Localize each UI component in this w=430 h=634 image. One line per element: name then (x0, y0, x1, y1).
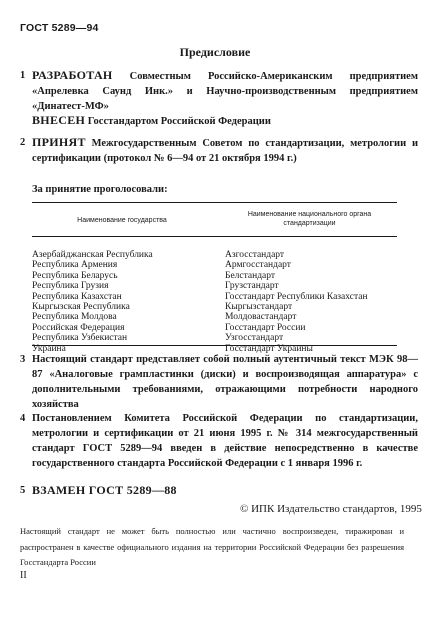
standards-body-name: Молдовастандарт (225, 312, 297, 323)
section-number: 1 (20, 70, 26, 81)
state-name: Азербайджанская Республика (32, 250, 153, 260)
standards-body-name: Госстандарт Украины (225, 343, 313, 354)
section-number: 2 (20, 137, 26, 148)
table-bottom-rule (32, 345, 397, 346)
column-header-body: Наименование национального органа стандартизации (247, 211, 372, 227)
table-top-rule (32, 202, 397, 203)
section-2 (20, 135, 418, 166)
section-text: Госстандартом Российской Федерации (87, 116, 271, 127)
standards-body-name: Азгосстандарт (225, 250, 285, 260)
reproduction-notice: Настоящий стандарт не может быть полностью или частично воспроизведен, тиражирован и распространен в качестве официального издания на территории Российской Федерации без разрешения Госстандарта России (20, 526, 404, 567)
section-3 (20, 352, 418, 412)
standards-body-name: Узгосстандарт (225, 333, 284, 344)
section-number: 4 (20, 413, 26, 424)
page-number: II (20, 570, 27, 581)
section-text: Межгосударственным Советом по стандартизации, метрологии и сертификации (протокол № 6—94 от 21 октября 1994 г.) (32, 138, 418, 164)
state-name: Республика Беларусь (32, 270, 118, 281)
vote-heading: За принятие проголосовали: (32, 184, 168, 195)
standards-body-list (225, 250, 368, 354)
section-text: Постановлением Комитета Российской Федерации по стандартизации, метрологии и сертификации от 21 июня 1995 г. № 314 межгосударственный стандарт ГОСТ 5289—94 введен в действие непосредственно в качестве государственного стандарта Российской Федерации с 1 января 1996 г. (32, 413, 418, 469)
standards-body-name: Госстандарт Республики Казахстан (225, 291, 368, 302)
state-name: Республика Грузия (32, 281, 109, 292)
section-lead: РАЗРАБОТАН (32, 68, 113, 82)
standards-body-name: Армгосстандарт (225, 260, 291, 271)
standards-body-name: Госстандарт России (225, 322, 306, 333)
section-number: 5 (20, 485, 26, 496)
page-title: Предисловие (179, 45, 251, 59)
state-name: Республика Казахстан (32, 291, 122, 302)
section-lead: ВНЕСЕН (32, 113, 86, 127)
section-number: 3 (20, 354, 26, 365)
state-name: Республика Молдова (32, 312, 117, 323)
section-lead: ВЗАМЕН ГОСТ 5289—88 (32, 483, 177, 497)
section-text: Совместным Российско-Американским предприятием «Апрелевка Саунд Инк.» и Научно-производственным предприятием «Динатест-МФ» (32, 71, 418, 112)
column-header-state: Наименование государства (77, 217, 167, 224)
standards-body-name: Белстандарт (225, 270, 276, 281)
state-name: Российская Федерация (32, 322, 125, 333)
document-header: ГОСТ 5289—94 (20, 22, 99, 34)
state-name: Украина (32, 343, 66, 354)
standards-body-name: Грузстандарт (225, 281, 279, 292)
section-1 (20, 68, 418, 114)
state-list (32, 250, 153, 354)
state-name: Республика Армения (32, 260, 118, 271)
section-5 (20, 483, 418, 499)
standards-body-name: Кыргызстандарт (225, 302, 293, 313)
section-lead: ПРИНЯТ (32, 135, 86, 149)
state-name: Республика Узбекистан (32, 333, 128, 344)
section-4 (20, 411, 418, 471)
state-name: Кыргызская Республика (32, 302, 130, 313)
section-text: Настоящий стандарт представляет собой полный аутентичный текст МЭК 98—87 «Аналоговые грампластинки (диски) и воспроизводящая аппаратура» с дополнительными требованиями, отражающими потребности народного хозяйства (32, 354, 418, 410)
section-1-introduced (20, 113, 418, 129)
table-header-rule (32, 236, 397, 237)
vote-table (32, 202, 397, 354)
copyright: © ИПК Издательство стандартов, 1995 (240, 503, 422, 515)
